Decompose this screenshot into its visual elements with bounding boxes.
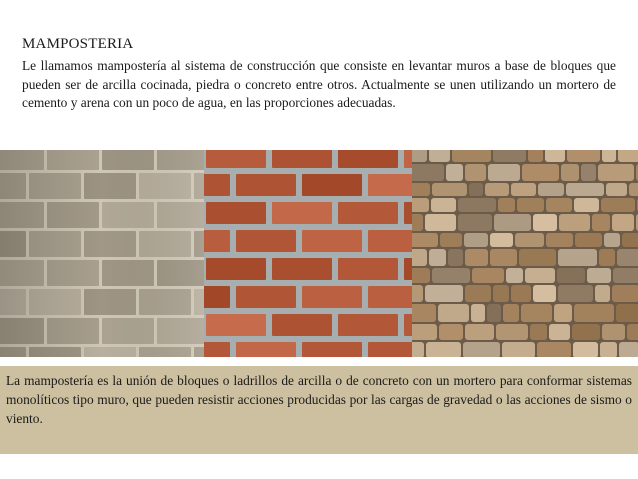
stone-wall-image [412,150,638,357]
caption-text: La mampostería es la unión de bloques o ladrillos de arcilla o de concreto con un mortero para conformar sistemas monolíticos tipo muro, que pueden resistir acciones producidas por las cargas de gravedad o las acciones de sismo o viento. [6,373,632,427]
photo-strip [0,150,638,357]
concrete-block-wall-image [0,150,204,357]
clay-brick-wall-image [204,150,412,357]
slide-title: MAMPOSTERIA [22,36,134,52]
caption-box [0,366,638,454]
intro-paragraph: Le llamamos mampostería al sistema de construcción que consiste en levantar muros a base de bloques que pueden ser de arcilla cocinada, piedra o concreto entre otros. Actualmente se unen utilizando un mortero de cemento y arena con un poco de agua, en las proporciones adecuadas. [22,58,616,111]
